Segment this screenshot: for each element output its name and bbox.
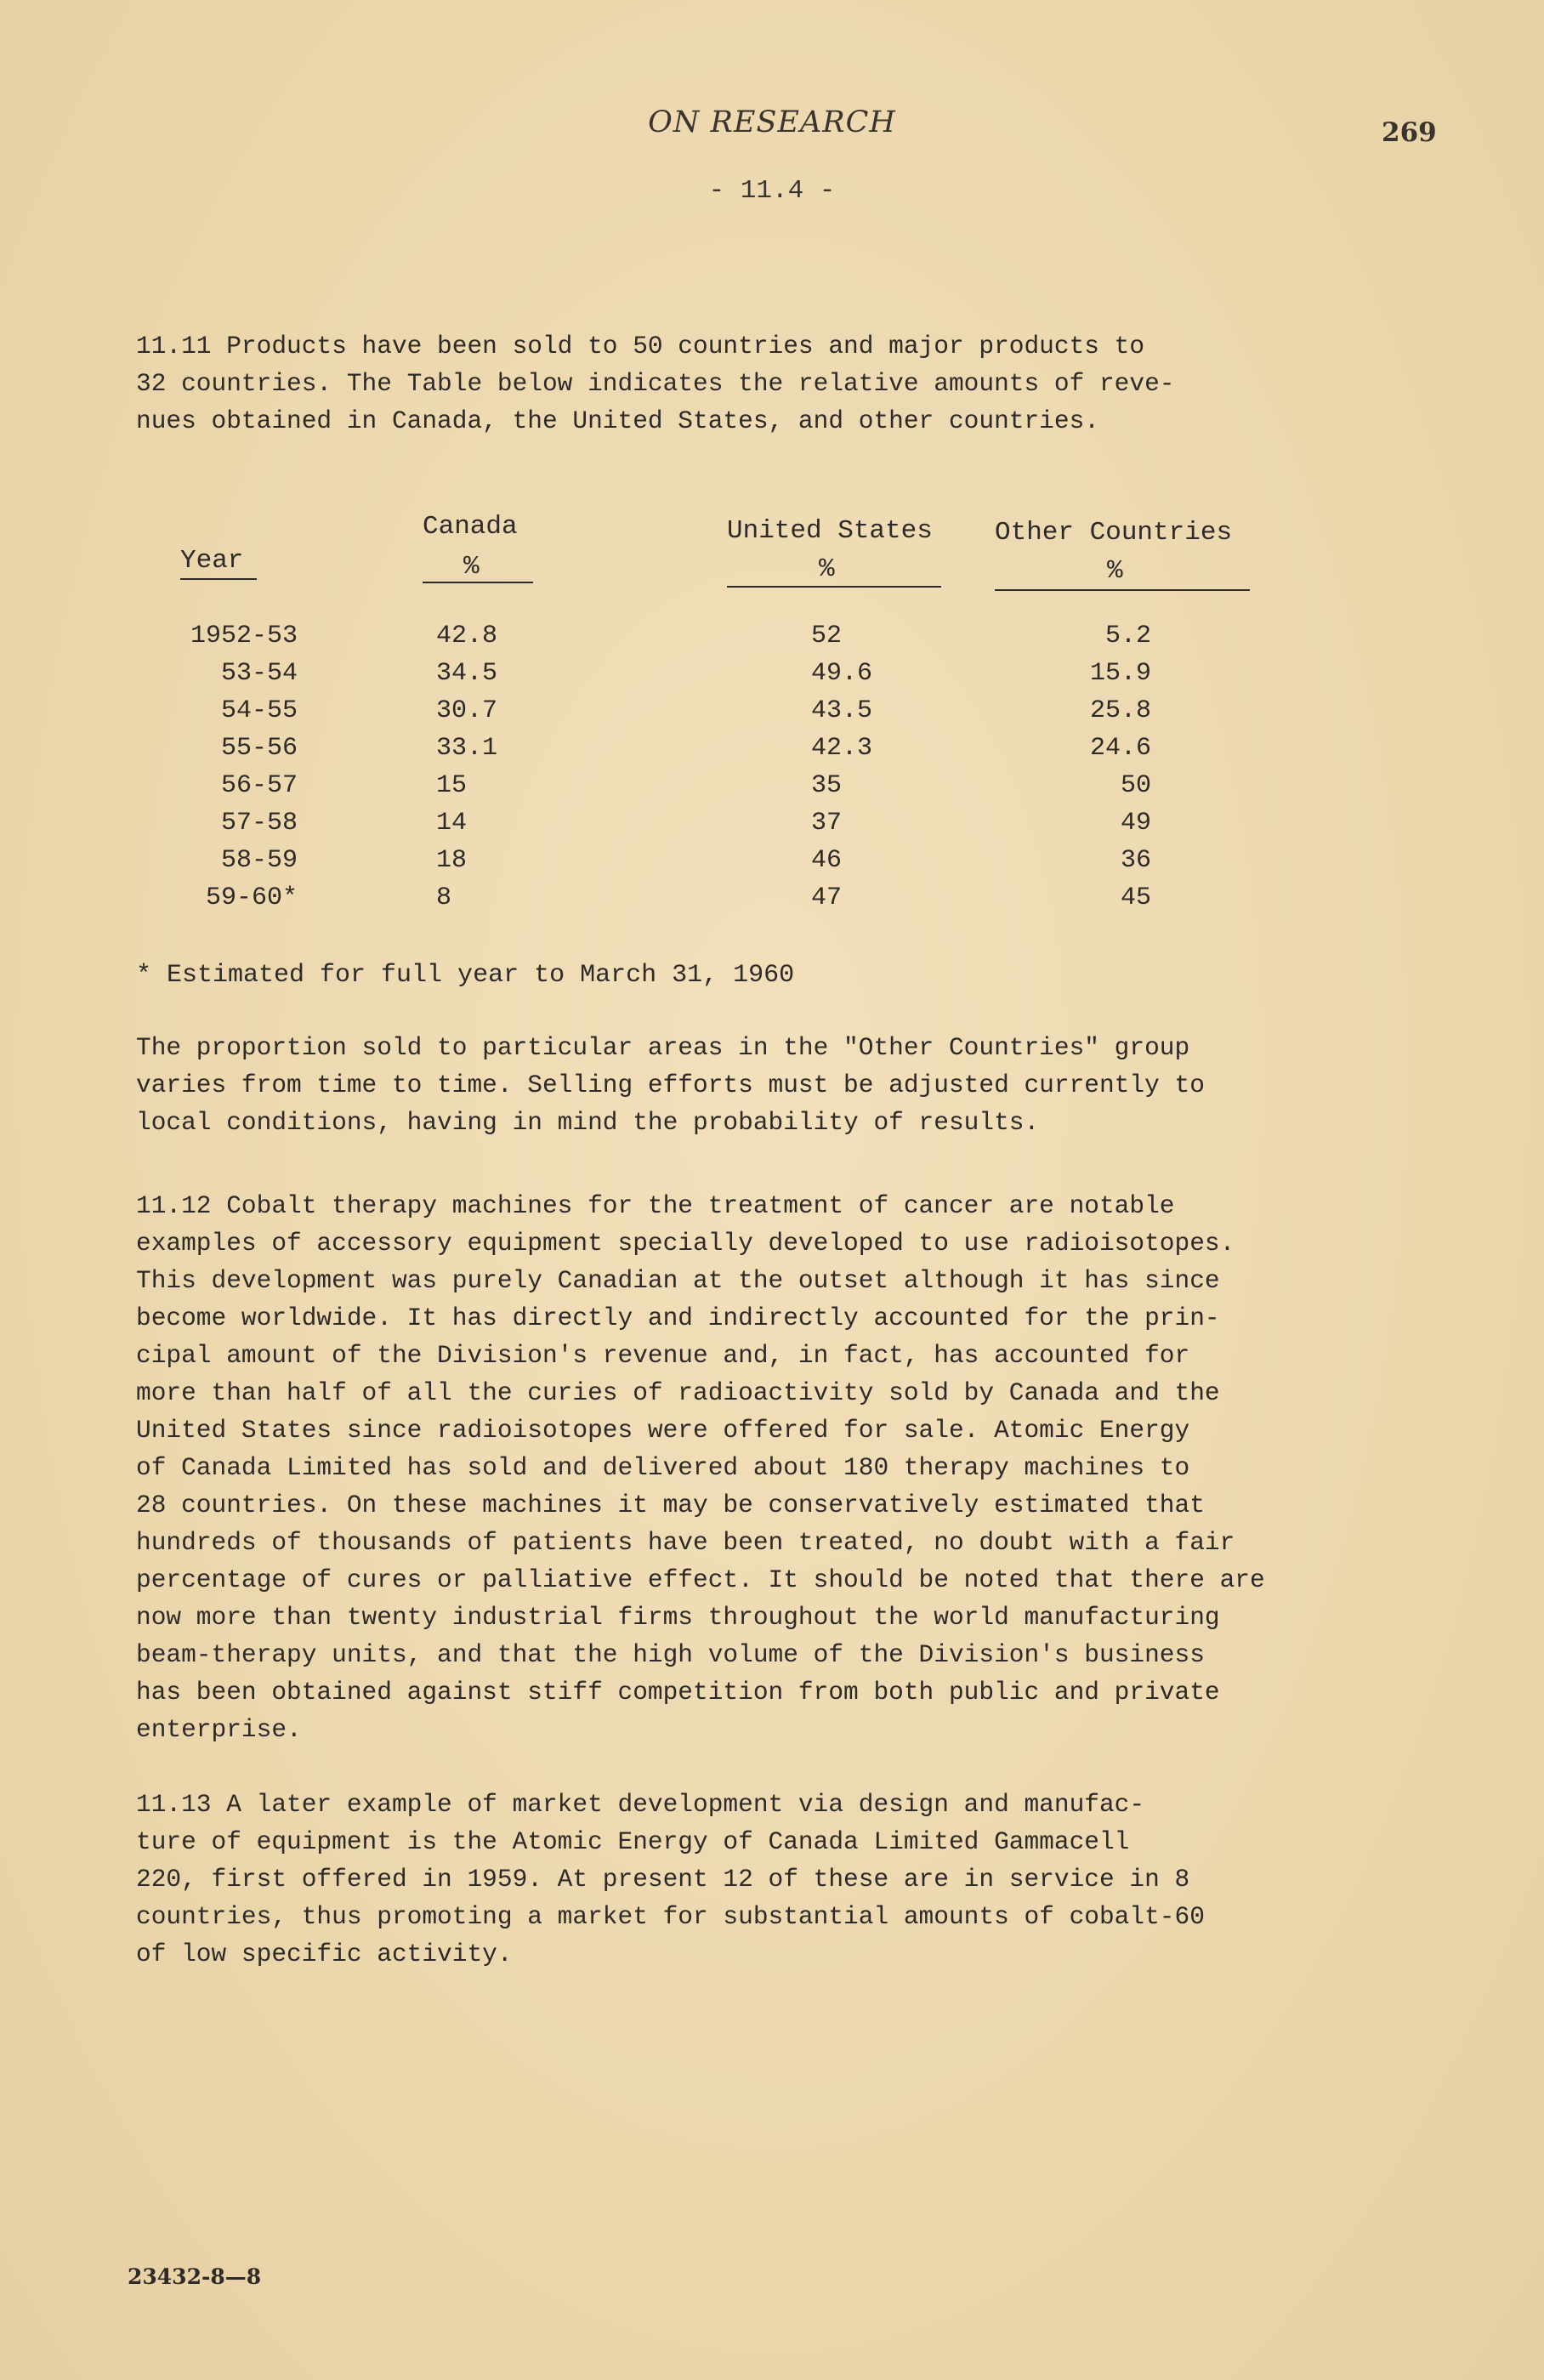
- us-cell: 37: [811, 809, 843, 838]
- paragraph-line: This development was purely Canadian at the outset although it has since: [136, 1266, 1220, 1295]
- table-row: [0, 804, 1544, 842]
- paragraph-line: local conditions, having in mind the probability of results.: [136, 1108, 1040, 1137]
- paragraph-line: hundreds of thousands of patients have been treated, no doubt with a fair: [136, 1528, 1235, 1557]
- table-row: [0, 879, 1544, 917]
- running-head: ON RESEARCH: [648, 105, 896, 139]
- us-cell: 47: [811, 883, 843, 912]
- paragraph-other-countries: [136, 1029, 1360, 1141]
- canada-cell: 18: [436, 846, 468, 875]
- canada-cell: 15: [436, 771, 468, 800]
- paragraph-line: cipal amount of the Division's revenue and, in fact, has accounted for: [136, 1341, 1190, 1370]
- paragraph-line: nues obtained in Canada, the United States, and other countries.: [136, 406, 1099, 435]
- printer-code: 23432-8—8: [128, 2264, 262, 2289]
- year-cell: 53-54: [220, 659, 298, 688]
- us-header-rule: [727, 586, 941, 588]
- canada-cell: 34.5: [436, 659, 498, 688]
- canada-cell: 8: [436, 883, 452, 912]
- us-cell: 42.3: [811, 734, 873, 763]
- other-unit: %: [1107, 556, 1123, 586]
- us-cell: 43.5: [811, 696, 873, 725]
- other-cell: 15.9: [1089, 659, 1151, 688]
- paragraph-line: 11.11 Products have been sold to 50 countries and major products to: [136, 332, 1145, 361]
- paragraph-line: United States since radioisotopes were offered for sale. Atomic Energy: [136, 1416, 1190, 1445]
- other-cell: 5.2: [1104, 622, 1151, 650]
- table-row: [0, 842, 1544, 879]
- paragraph-line: of Canada Limited has sold and delivered about 180 therapy machines to: [136, 1453, 1190, 1482]
- other-cell: 45: [1120, 883, 1151, 912]
- other-header-rule: [995, 589, 1250, 591]
- canada-cell: 30.7: [436, 696, 498, 725]
- paragraph-line: 32 countries. The Table below indicates the relative amounts of reve-: [136, 369, 1175, 398]
- other-column-header: Other Countries: [995, 518, 1233, 548]
- page-number: 269: [1382, 117, 1437, 148]
- year-cell: 55-56: [220, 734, 298, 763]
- year-cell: 59-60*: [205, 883, 298, 912]
- table-row: [0, 692, 1544, 730]
- paragraph-line: ture of equipment is the Atomic Energy of Canada Limited Gammacell: [136, 1827, 1130, 1856]
- paragraph-line: enterprise.: [136, 1715, 302, 1744]
- paragraph-line: now more than twenty industrial firms throughout the world manufacturing: [136, 1603, 1220, 1632]
- canada-cell: 33.1: [436, 734, 498, 763]
- other-cell: 25.8: [1089, 696, 1151, 725]
- other-cell: 50: [1120, 771, 1151, 800]
- paragraph-line: beam-therapy units, and that the high volume of the Division's business: [136, 1640, 1205, 1669]
- us-cell: 49.6: [811, 659, 873, 688]
- table-footnote: * Estimated for full year to March 31, 1960: [136, 961, 795, 990]
- us-cell: 35: [811, 771, 843, 800]
- paragraph-line: become worldwide. It has directly and indirectly accounted for the prin-: [136, 1304, 1220, 1332]
- paragraph-line: varies from time to time. Selling efforts must be adjusted currently to: [136, 1071, 1205, 1099]
- table-row: [0, 655, 1544, 692]
- paragraph-11-13: [136, 1786, 1360, 1973]
- paragraph-line: percentage of cures or palliative effect. It should be noted that there are: [136, 1565, 1265, 1594]
- paragraph-line: has been obtained against stiff competition from both public and private: [136, 1678, 1220, 1707]
- table-row: [0, 617, 1544, 655]
- paragraph-line: more than half of all the curies of radioactivity sold by Canada and the: [136, 1378, 1220, 1407]
- us-column-header: United States: [727, 516, 933, 546]
- section-code: - 11.4 -: [708, 176, 836, 206]
- us-unit: %: [819, 554, 835, 584]
- paragraph-line: The proportion sold to particular areas in the "Other Countries" group: [136, 1033, 1190, 1062]
- canada-cell: 42.8: [436, 622, 498, 650]
- table-row: [0, 767, 1544, 804]
- year-cell: 56-57: [220, 771, 298, 800]
- other-cell: 49: [1120, 809, 1151, 838]
- year-cell: 1952-53: [190, 622, 298, 650]
- paragraph-11-12: [136, 1187, 1360, 1748]
- paragraph-line: of low specific activity.: [136, 1940, 513, 1968]
- paragraph-line: 11.13 A later example of market development via design and manufac-: [136, 1790, 1145, 1819]
- canada-unit: %: [463, 552, 480, 582]
- canada-cell: 14: [436, 809, 468, 838]
- canada-column-header: Canada: [423, 512, 518, 542]
- year-column-header: Year: [180, 546, 244, 576]
- paragraph-line: 11.12 Cobalt therapy machines for the treatment of cancer are notable: [136, 1191, 1175, 1220]
- paragraph-line: examples of accessory equipment specially developed to use radioisotopes.: [136, 1229, 1235, 1258]
- year-header-rule: [180, 578, 257, 580]
- year-cell: 54-55: [220, 696, 298, 725]
- us-cell: 52: [811, 622, 843, 650]
- paragraph-11-11: [136, 327, 1360, 440]
- us-cell: 46: [811, 846, 843, 875]
- other-cell: 36: [1120, 846, 1151, 875]
- year-cell: 57-58: [220, 809, 298, 838]
- other-cell: 24.6: [1089, 734, 1151, 763]
- table-row: [0, 730, 1544, 767]
- year-cell: 58-59: [220, 846, 298, 875]
- paragraph-line: 220, first offered in 1959. At present 12 of these are in service in 8: [136, 1865, 1190, 1894]
- paragraph-line: 28 countries. On these machines it may be conservatively estimated that: [136, 1491, 1205, 1519]
- canada-header-rule: [423, 582, 533, 583]
- paragraph-line: countries, thus promoting a market for substantial amounts of cobalt-60: [136, 1902, 1205, 1931]
